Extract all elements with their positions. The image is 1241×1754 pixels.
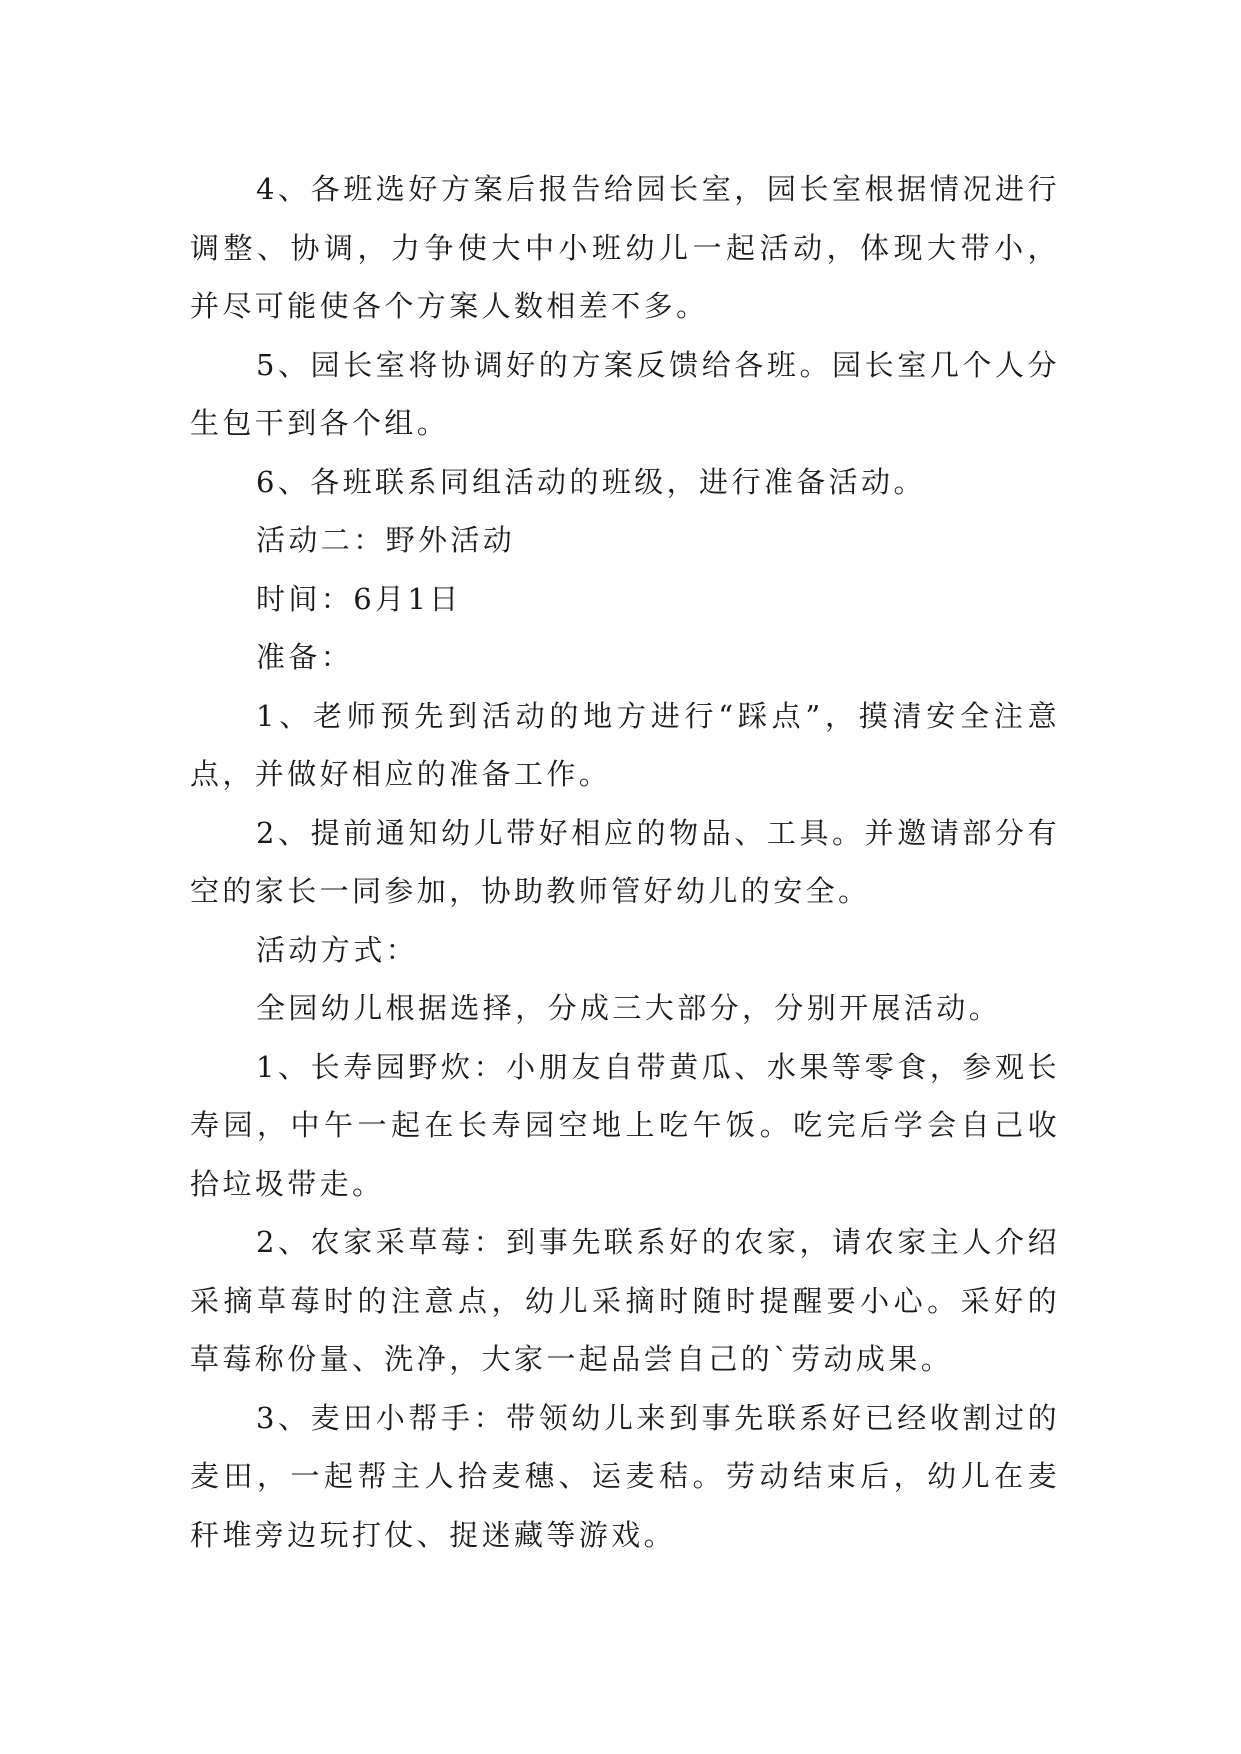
activity-time: 时间：6月1日 xyxy=(256,581,462,616)
paragraph-step-5: 5、园长室将协调好的方案反馈给各班。园长室几个人分生包干到各个组。 xyxy=(190,347,1060,440)
activity-method-intro: 全园幼儿根据选择，分成三大部分，分别开展活动。 xyxy=(256,991,1002,1025)
preparation-item-1: 1、老师预先到活动的地方进行“踩点”，摸清安全注意点，并做好相应的准备工作。 xyxy=(190,698,1060,791)
preparation-item-2: 2、提前通知幼儿带好相应的物品、工具。并邀请部分有空的家长一同参加，协助教师管好幼儿的安全。 xyxy=(190,815,1060,908)
activity-item-2: 2、农家采草莓：到事先联系好的农家，请农家主人介绍采摘草莓时的注意点，幼儿采摘时随时提醒要小心。采好的草莓称份量、洗净，大家一起品尝自己的`劳动成果。 xyxy=(190,1225,1060,1376)
activity-item-3: 3、麦田小帮手：带领幼儿来到事先联系好已经收割过的麦田，一起帮主人拾麦穗、运麦秸。劳动结束后，幼儿在麦秆堆旁边玩打仗、捉迷藏等游戏。 xyxy=(190,1400,1060,1552)
paragraph-step-6: 6、各班联系同组活动的班级，进行准备活动。 xyxy=(256,464,926,499)
activity-method-heading: 活动方式： xyxy=(256,932,419,967)
activity-two-heading: 活动二：野外活动 xyxy=(256,523,516,557)
preparation-heading: 准备： xyxy=(256,640,354,674)
activity-item-1: 1、长寿园野炊：小朋友自带黄瓜、水果等零食，参观长寿园，中午一起在长寿园空地上吃午饭。吃完后学会自己收拾垃圾带走。 xyxy=(190,1049,1060,1201)
paragraph-step-4: 4、各班选好方案后报告给园长室，园长室根据情况进行调整、协调，力争使大中小班幼儿一起活动，体现大带小，并尽可能使各个方案人数相差不多。 xyxy=(190,172,1060,323)
document-body xyxy=(190,160,1060,1564)
